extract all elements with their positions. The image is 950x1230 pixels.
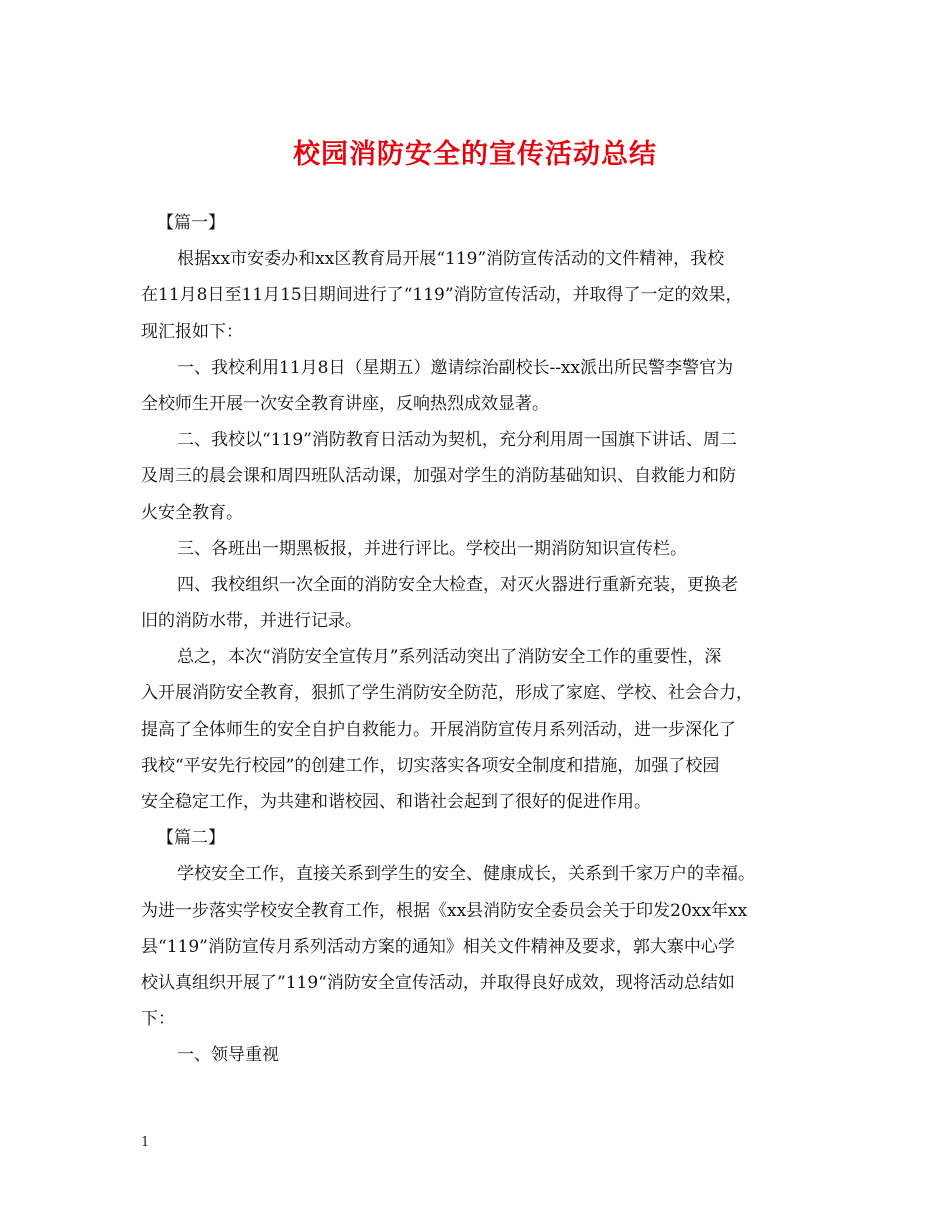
section-heading: 【篇一】 [157,213,225,233]
document-title: 校园消防安全的宣传活动总结 [293,139,657,170]
paragraph-line: 一、我校利用11月8日（星期五）邀请综治副校长--xx派出所民警李警官为 [177,357,734,378]
paragraph-line: 学校安全工作，直接关系到学生的安全、健康成长，关系到千家万户的幸福。 [177,864,755,885]
paragraph-line: 县“119”消防宣传月系列活动方案的通知》相关文件精神及要求，郭大寨中心学 [141,936,735,957]
paragraph-line: 为进一步落实学校安全教育工作，根据《xx县消防安全委员会关于印发20xx年xx [141,900,748,921]
paragraph-line: 四、我校组织一次全面的消防安全大检查，对灭火器进行重新充装，更换老 [177,574,738,595]
paragraph-line: 校认真组织开展了”119“消防安全宣传活动，并取得良好成效，现将活动总结如 [141,972,735,993]
paragraph-line: 火安全教育。 [141,502,243,523]
paragraph-line: 我校“平安先行校园”的创建工作，切实落实各项安全制度和措施，加强了校园 [141,755,720,776]
paragraph-line: 入开展消防安全教育，狠抓了学生消防安全防范，形成了家庭、学校、社会合力， [141,683,753,704]
paragraph-line: 安全稳定工作，为共建和谐校园、和谐社会起到了很好的促进作用。 [141,792,651,812]
document-body [141,205,813,1074]
paragraph-line: 根据xx市安委办和xx区教育局开展“119”消防宣传活动的文件精神，我校 [177,249,725,270]
paragraph-line: 及周三的晨会课和周四班队活动课，加强对学生的消防基础知识、自救能力和防 [141,466,736,487]
paragraph-line: 下： [141,1009,175,1030]
page-number: 1 [141,1135,150,1150]
paragraph-line: 旧的消防水带，并进行记录。 [141,611,362,632]
paragraph-line: 全校师生开展一次安全教育讲座，反响热烈成效显著。 [141,393,549,414]
paragraph-line: 一、领导重视 [177,1045,279,1066]
paragraph-line: 现汇报如下： [141,321,243,342]
paragraph-line: 总之，本次“消防安全宣传月”系列活动突出了消防安全工作的重要性，深 [177,647,722,668]
paragraph-line: 提高了全体师生的安全自护自救能力。开展消防宣传月系列活动，进一步深化了 [141,719,736,740]
paragraph-line: 在11月8日至11月15日期间进行了“119”消防宣传活动，并取得了一定的效果， [141,285,743,306]
paragraph-line: 三、各班出一期黑板报，并进行评比。学校出一期消防知识宣传栏。 [177,538,687,559]
section-heading: 【篇二】 [157,828,225,849]
paragraph-line: 二、我校以“119”消防教育日活动为契机，充分利用周一国旗下讲话、周二 [177,430,737,451]
